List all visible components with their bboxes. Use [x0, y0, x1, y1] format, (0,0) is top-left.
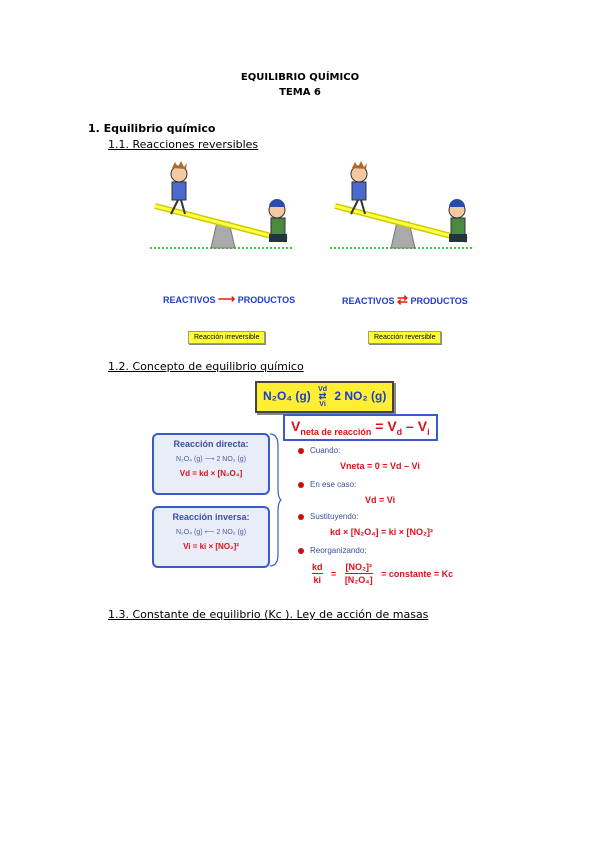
- forward-rate-label: Vd: [318, 386, 328, 393]
- reversible-reaction-label: [342, 292, 468, 308]
- subsection-1-3: 1.3. Constante de equilibrio (Kc ). Ley de acción de masas: [108, 608, 429, 621]
- equals-vd: = V: [371, 418, 397, 434]
- net-subscript: neta de reacción: [300, 426, 372, 437]
- product-formula: 2 NO₂ (g): [334, 389, 387, 404]
- concentration-ratio: [345, 562, 373, 585]
- minus-vi: – V: [402, 418, 428, 434]
- inverse-rate-formula: Vi = ki × [NO₂]²: [183, 542, 239, 551]
- n2o4-denominator: [N₂O₄]: [344, 575, 373, 585]
- reversible-tag: Reacción reversible: [368, 331, 441, 344]
- step-3-label: [298, 512, 358, 521]
- net-rate-box: [283, 414, 438, 441]
- bullet-icon: [298, 548, 304, 554]
- kc-equation: [312, 562, 453, 585]
- step-2-label: [298, 480, 356, 489]
- kd-numerator: kd: [312, 562, 323, 572]
- productos-label: PRODUCTOS: [237, 295, 296, 305]
- k-ratio: [312, 562, 323, 585]
- d-subscript: d: [396, 426, 403, 437]
- step-2-formula: Vd = Vi: [365, 495, 396, 505]
- no2-numerator: [NO₂]²: [345, 562, 372, 572]
- seesaw-irreversible-illustration: [145, 160, 295, 252]
- reactivos-label: REACTIVOS: [163, 295, 216, 305]
- i-subscript: i: [427, 426, 430, 437]
- direct-rate-formula: Vd = kd × [N₂O₄]: [179, 469, 243, 478]
- direct-reaction-equation: N₂O₄ (g) ⟶ 2 NO₂ (g): [175, 456, 247, 463]
- forward-arrow-icon: ⟶: [218, 292, 236, 306]
- direct-reaction-title: Reacción directa:: [173, 439, 249, 449]
- bullet-icon: [298, 482, 304, 488]
- equals-sign: =: [331, 568, 337, 579]
- inverse-reaction-card: [152, 506, 270, 568]
- kc-constant: = constante = Kc: [381, 568, 454, 579]
- step-label-text: Cuando:: [310, 446, 341, 455]
- step-4-label: [298, 546, 366, 555]
- reverse-rate-label: Vi: [319, 401, 326, 408]
- reactivos-label: REACTIVOS: [342, 296, 395, 306]
- ki-denominator: ki: [313, 575, 322, 585]
- doc-subtitle: TEMA 6: [279, 87, 321, 98]
- irreversible-tag: Reacción irreversible: [188, 331, 265, 344]
- seesaw-reversible-illustration: [325, 160, 475, 252]
- bullet-icon: [298, 448, 304, 454]
- doc-title: EQUILIBRIO QUÍMICO: [240, 72, 360, 83]
- subsection-1-1: 1.1. Reacciones reversibles: [108, 138, 259, 151]
- reactant-formula: N₂O₄ (g): [263, 389, 311, 404]
- step-label-text: Sustituyendo:: [310, 512, 359, 521]
- irreversible-reaction-label: [163, 292, 295, 306]
- direct-reaction-card: [152, 433, 270, 495]
- inverse-reaction-title: Reacción inversa:: [172, 512, 250, 522]
- equilibrium-arrows: [318, 386, 327, 408]
- subsection-1-2: 1.2. Concepto de equilibrio químico: [108, 360, 304, 373]
- v-symbol: V: [291, 418, 301, 434]
- inverse-reaction-equation: N₂O₄ (g) ⟵ 2 NO₂ (g): [175, 529, 247, 536]
- section-heading-1: 1. Equilibrio químico: [88, 122, 216, 135]
- step-label-text: Reorganizando:: [310, 546, 367, 555]
- bullet-icon: [298, 514, 304, 520]
- productos-label: PRODUCTOS: [410, 296, 468, 306]
- step-1-formula: Vneta = 0 = Vd – Vi: [340, 461, 420, 471]
- step-3-formula: kd × [N₂O₄] = ki × [NO₂]²: [330, 527, 434, 537]
- equilibrium-equation-box: [255, 381, 394, 413]
- step-1-label: [298, 446, 340, 455]
- equilibrium-arrow-icon: ⇄: [397, 292, 408, 307]
- double-arrow-icon: ⇄: [318, 391, 327, 401]
- step-label-text: En ese caso:: [310, 480, 357, 489]
- brace-icon: [268, 432, 282, 568]
